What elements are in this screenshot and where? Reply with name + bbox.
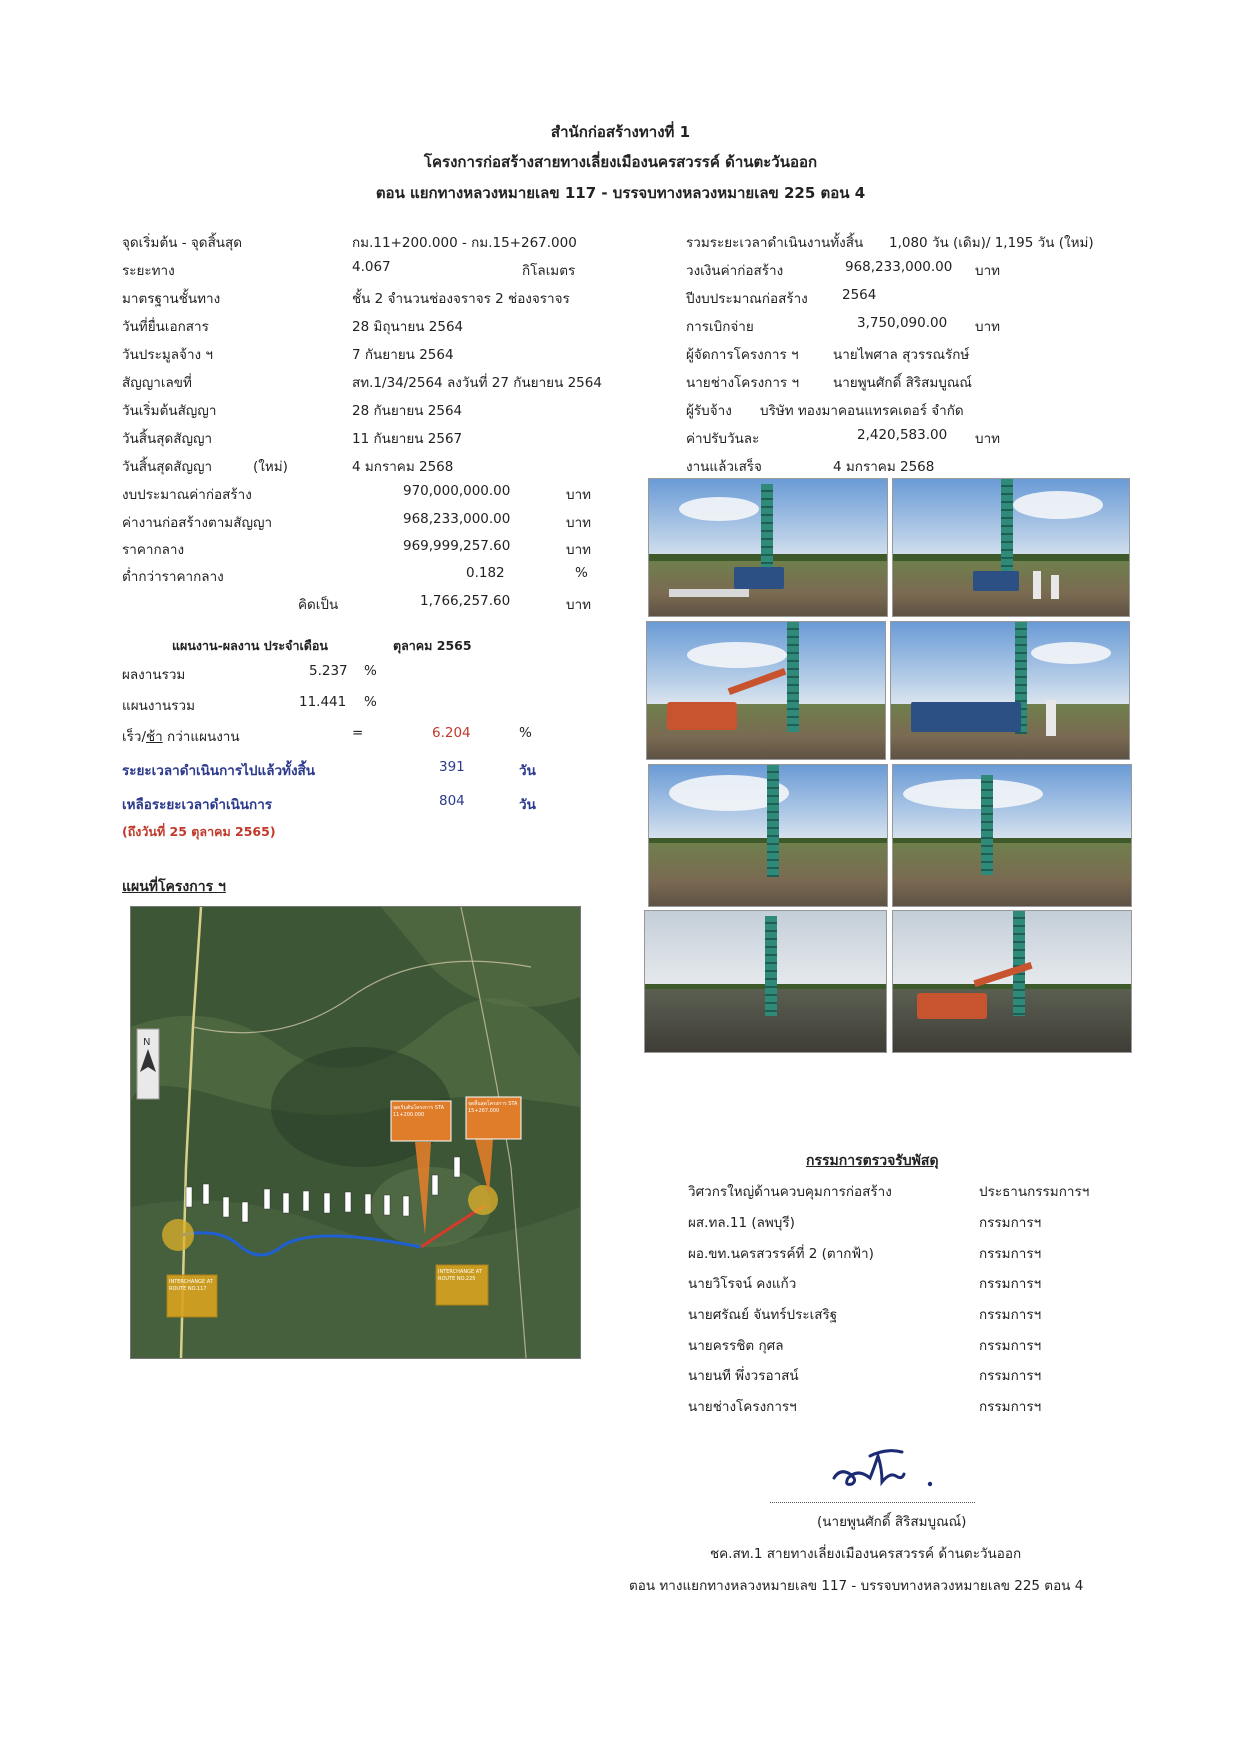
committee-role: ประธานกรรมการฯ: [979, 1184, 1090, 1200]
info-value: 968,233,000.00: [845, 259, 953, 275]
budget-unit: บาท: [566, 487, 592, 503]
asof-date: (ถึงวันที่ 25 ตุลาคม 2565): [122, 824, 276, 839]
construction-photo: [646, 621, 886, 760]
construction-photo: [644, 910, 887, 1053]
info-value: ชั้น 2 จำนวนช่องจราจร 2 ช่องจราจร: [352, 291, 570, 307]
info-value: นายไพศาล สุวรรณรักษ์: [833, 347, 970, 363]
info-label: วันประมูลจ้าง ฯ: [122, 347, 214, 363]
budget-label: ค่างานก่อสร้างตามสัญญา: [122, 515, 273, 531]
budget-unit: บาท: [566, 542, 592, 558]
budget-value: 968,233,000.00: [403, 511, 511, 527]
budget-label: คิดเป็น: [298, 597, 339, 613]
project-map: [130, 906, 581, 1359]
committee-role: กรรมการฯ: [979, 1215, 1042, 1231]
info-unit: บาท: [975, 263, 1001, 279]
info-label: งานแล้วเสร็จ: [686, 459, 762, 475]
committee-role: กรรมการฯ: [979, 1276, 1042, 1292]
budget-label: งบประมาณค่าก่อสร้าง: [122, 487, 252, 503]
info-label: ผู้รับจ้าง: [686, 403, 732, 419]
budget-value: 0.182: [466, 565, 505, 581]
info-value: กม.11+200.000 - กม.15+267.000: [352, 235, 577, 251]
signatory-section: ตอน ทางแยกทางหลวงหมายเลข 117 - บรรจบทางหลวงหมายเลข 225 ตอน 4: [629, 1578, 1084, 1594]
progress-month: ตุลาคม 2565: [393, 638, 472, 653]
diff-unit: %: [519, 725, 532, 741]
info-value: นายพูนศักดิ์ สิริสมบูณณ์: [833, 375, 972, 391]
interchange-225-text: INTERCHANGE AT ROUTE NO.225: [438, 1269, 482, 1282]
info-label: วันเริ่มต้นสัญญา: [122, 403, 217, 419]
construction-photo: [892, 764, 1132, 907]
map-title: แผนที่โครงการ ฯ: [122, 879, 226, 895]
info-label: วันสิ้นสุดสัญญา: [122, 459, 213, 475]
compass-letter: N: [143, 1037, 151, 1048]
info-label: วันที่ยื่นเอกสาร: [122, 319, 209, 335]
info-value: 28 มิถุนายน 2564: [352, 319, 464, 335]
info-label: มาตรฐานชั้นทาง: [122, 291, 221, 307]
info-label: จุดเริ่มต้น - จุดสิ้นสุด: [122, 235, 243, 251]
committee-role: กรรมการฯ: [979, 1307, 1042, 1323]
info-label: การเบิกจ่าย: [686, 319, 754, 335]
remain-unit: วัน: [519, 797, 536, 813]
info-value: 4.067: [352, 259, 391, 275]
committee-role: กรรมการฯ: [979, 1399, 1042, 1415]
info-unit: บาท: [975, 431, 1001, 447]
remain-value: 804: [439, 793, 465, 809]
budget-unit: บาท: [566, 515, 592, 531]
info-label: ผู้จัดการโครงการ ฯ: [686, 347, 799, 363]
info-label: วงเงินค่าก่อสร้าง: [686, 263, 784, 279]
header-office: สำนักก่อสร้างทางที่ 1: [550, 123, 691, 141]
info-label: วันสิ้นสุดสัญญา: [122, 431, 213, 447]
info-label-new: (ใหม่): [253, 459, 288, 475]
info-label: ปีงบประมาณก่อสร้าง: [686, 291, 808, 307]
header-section: ตอน แยกทางหลวงหมายเลข 117 - บรรจบทางหลวงหมายเลข 225 ตอน 4: [375, 184, 866, 202]
interchange-117-text: INTERCHANGE AT ROUTE NO.117: [169, 1279, 213, 1292]
committee-member: นายครรชิต กุศล: [688, 1338, 784, 1354]
diff-value: 6.204: [432, 725, 471, 741]
result-value: 5.237: [309, 663, 348, 679]
progress-heading: แผนงาน-ผลงาน ประจำเดือน: [172, 638, 328, 653]
elapsed-label: ระยะเวลาดำเนินการไปแล้วทั้งสิ้น: [122, 763, 316, 779]
committee-role: กรรมการฯ: [979, 1368, 1042, 1384]
signature-line: [770, 1502, 975, 1503]
plan-unit: %: [364, 694, 377, 710]
result-unit: %: [364, 663, 377, 679]
budget-label: ต่ำกว่าราคากลาง: [122, 569, 224, 585]
info-unit: บาท: [975, 319, 1001, 335]
handwritten-signature: [830, 1438, 950, 1500]
construction-photo: [890, 621, 1130, 760]
interchange-225-marker: [468, 1185, 498, 1215]
info-value: 28 กันยายน 2564: [352, 403, 463, 419]
info-value: 4 มกราคม 2568: [352, 459, 454, 475]
info-unit: กิโลเมตร: [522, 263, 576, 279]
budget-unit: %: [575, 565, 588, 581]
construction-photo: [648, 764, 888, 907]
committee-member: ผส.ทล.11 (ลพบุรี): [688, 1215, 795, 1231]
elapsed-unit: วัน: [519, 763, 536, 779]
signatory-position: ชค.สท.1 สายทางเลี่ยงเมืองนครสวรรค์ ด้านตะวันออก: [710, 1546, 1022, 1562]
committee-role: กรรมการฯ: [979, 1338, 1042, 1354]
end-callout-text: จุดสิ้นสุดโครงการ STA 15+267.000: [468, 1101, 518, 1114]
info-value: สท.1/34/2564 ลงวันที่ 27 กันยายน 2564: [352, 375, 602, 391]
info-label: ค่าปรับวันละ: [686, 431, 760, 447]
construction-photo: [892, 910, 1132, 1053]
budget-unit: บาท: [566, 597, 592, 613]
plan-label: แผนงานรวม: [122, 698, 195, 714]
committee-role: กรรมการฯ: [979, 1246, 1042, 1262]
committee-member: นายวิโรจน์ คงแก้ว: [688, 1276, 797, 1292]
info-value: 1,080 วัน (เดิม)/ 1,195 วัน (ใหม่): [889, 235, 1094, 251]
info-value: บริษัท ทองมาคอนแทรคเตอร์ จำกัด: [760, 403, 964, 419]
result-label: ผลงานรวม: [122, 667, 186, 683]
committee-member: นายช่างโครงการฯ: [688, 1399, 797, 1415]
info-value: 3,750,090.00: [857, 315, 948, 331]
signatory-name: (นายพูนศักดิ์ สิริสมบูณณ์): [817, 1514, 967, 1530]
budget-value: 1,766,257.60: [420, 593, 511, 609]
plan-value: 11.441: [299, 694, 347, 710]
info-label: ระยะทาง: [122, 263, 175, 279]
budget-value: 969,999,257.60: [403, 538, 511, 554]
committee-title: กรรมการตรวจรับพัสดุ: [806, 1153, 939, 1169]
diff-label: เร็ว/ช้า กว่าแผนงาน: [122, 729, 240, 745]
elapsed-value: 391: [439, 759, 465, 775]
info-label: นายช่างโครงการ ฯ: [686, 375, 800, 391]
construction-photo: [648, 478, 888, 617]
interchange-117-marker: [162, 1219, 194, 1251]
committee-member: ผอ.ขท.นครสวรรค์ที่ 2 (ตากฟ้า): [688, 1246, 874, 1262]
info-value: 4 มกราคม 2568: [833, 459, 935, 475]
info-value: 2564: [842, 287, 877, 303]
info-label: รวมระยะเวลาดำเนินงานทั้งสิ้น: [686, 235, 864, 251]
info-value: 2,420,583.00: [857, 427, 948, 443]
diff-equals: =: [352, 725, 364, 741]
budget-value: 970,000,000.00: [403, 483, 511, 499]
committee-member: วิศวกรใหญ่ด้านควบคุมการก่อสร้าง: [688, 1184, 892, 1200]
header-project: โครงการก่อสร้างสายทางเลี่ยงเมืองนครสวรรค์ ด้านตะวันออก: [423, 153, 818, 171]
committee-member: นายศรัณย์ จันทร์ประเสริฐ: [688, 1307, 838, 1323]
start-callout-text: จุดเริ่มต้นโครงการ STA 11+200.000: [393, 1105, 445, 1118]
budget-label: ราคากลาง: [122, 542, 185, 558]
info-value: 11 กันยายน 2567: [352, 431, 463, 447]
info-label: สัญญาเลขที่: [122, 375, 192, 391]
committee-member: นายนที พึ่งวรอาสน์: [688, 1368, 799, 1384]
remain-label: เหลือระยะเวลาดำเนินการ: [122, 797, 273, 813]
info-value: 7 กันยายน 2564: [352, 347, 454, 363]
construction-photo: [892, 478, 1130, 617]
